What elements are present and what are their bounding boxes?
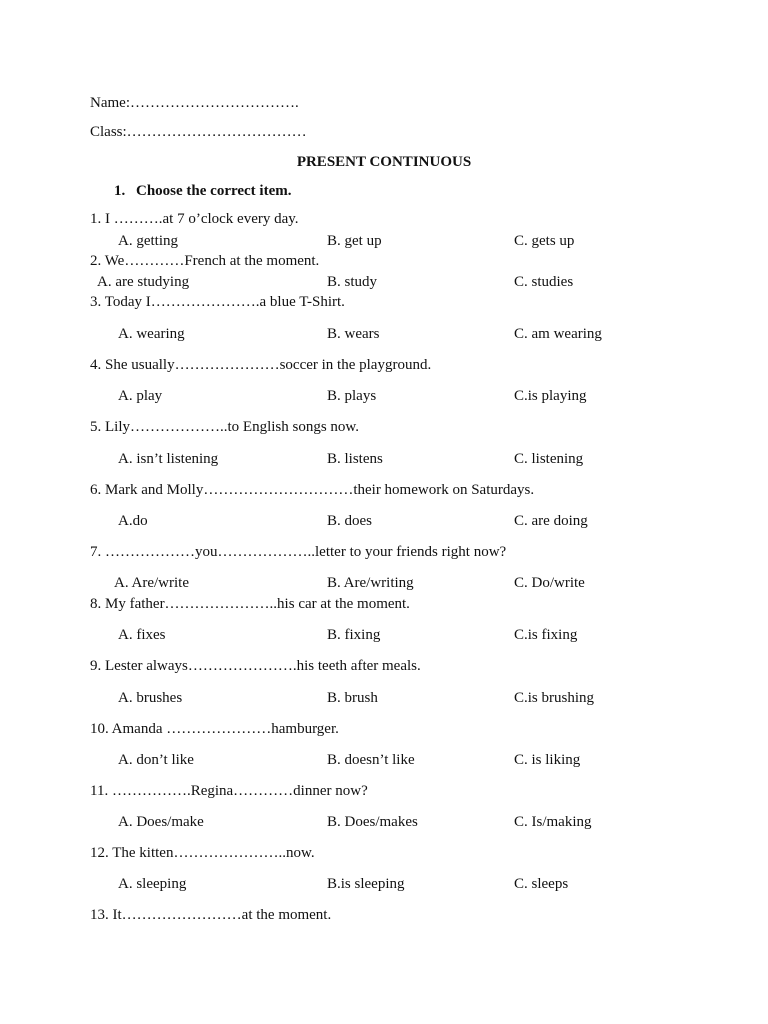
question-11-option-c: C. Is/making	[514, 814, 592, 830]
question-9-option-b: B. brush	[327, 690, 378, 706]
question-3-option-a: A. wearing	[118, 326, 185, 342]
question-2-option-b: B. study	[327, 274, 378, 290]
question-9-option-c: C.is brushing	[514, 690, 595, 706]
question-2-stem: 2. We…………French at the moment.	[90, 253, 320, 269]
question-10-option-c: C. is liking	[514, 752, 581, 768]
worksheet-title: PRESENT CONTINUOUS	[296, 154, 472, 170]
question-7-option-a: A. Are/write	[114, 575, 189, 591]
question-2-option-a: A. are studying	[97, 274, 190, 290]
question-5-option-b: B. listens	[327, 451, 383, 467]
name-line: Name:…………………………….	[90, 95, 299, 111]
question-6-option-a: A.do	[118, 513, 148, 529]
question-8-option-c: C.is fixing	[514, 627, 578, 643]
question-7-option-b: B. Are/writing	[327, 575, 414, 591]
question-11-stem: 11. …………….Regina…………dinner now?	[90, 783, 368, 799]
question-12-stem: 12. The kitten…………………..now.	[90, 845, 315, 861]
question-8-option-b: B. fixing	[327, 627, 381, 643]
question-2-option-c: C. studies	[514, 274, 574, 290]
question-8-stem: 8. My father…………………..his car at the moment.	[90, 596, 410, 612]
question-11-option-b: B. Does/makes	[327, 814, 418, 830]
question-1-option-a: A. getting	[118, 233, 178, 249]
question-4-option-a: A. play	[118, 388, 163, 404]
question-3-stem: 3. Today I………………….a blue T-Shirt.	[90, 294, 345, 310]
question-11-option-a: A. Does/make	[118, 814, 204, 830]
question-10-option-a: A. don’t like	[118, 752, 194, 768]
question-3-option-b: B. wears	[327, 326, 380, 342]
question-3-option-c: C. am wearing	[514, 326, 602, 342]
question-12-option-b: B.is sleeping	[327, 876, 405, 892]
question-4-stem: 4. She usually…………………soccer in the playground.	[90, 357, 432, 373]
question-12-option-a: A. sleeping	[118, 876, 187, 892]
question-6-option-c: C. are doing	[514, 513, 588, 529]
question-1-option-c: C. gets up	[514, 233, 575, 249]
question-5-option-a: A. isn’t listening	[118, 451, 219, 467]
question-13-stem: 13. It……………………at the moment.	[90, 907, 332, 923]
question-7-option-c: C. Do/write	[514, 575, 585, 591]
question-6-option-b: B. does	[327, 513, 372, 529]
section-instruction: Choose the correct item.	[136, 183, 292, 199]
question-9-option-a: A. brushes	[118, 690, 183, 706]
question-9-stem: 9. Lester always………………….his teeth after meals.	[90, 658, 421, 674]
question-10-option-b: B. doesn’t like	[327, 752, 415, 768]
question-5-stem: 5. Lily………………..to English songs now.	[90, 419, 360, 435]
section-number: 1.	[114, 183, 126, 199]
question-1-stem: 1. I ……….at 7 o’clock every day.	[90, 211, 299, 227]
question-5-option-c: C. listening	[514, 451, 584, 467]
question-12-option-c: C. sleeps	[514, 876, 569, 892]
question-4-option-c: C.is playing	[514, 388, 587, 404]
class-line: Class:………………………………	[90, 124, 307, 140]
question-10-stem: 10. Amanda …………………hamburger.	[90, 721, 339, 737]
question-7-stem: 7. ………………you………………..letter to your friends right now?	[90, 544, 507, 560]
question-4-option-b: B. plays	[327, 388, 377, 404]
question-6-stem: 6. Mark and Molly…………………………their homework on Saturdays.	[90, 482, 535, 498]
question-8-option-a: A. fixes	[118, 627, 166, 643]
question-1-option-b: B. get up	[327, 233, 382, 249]
